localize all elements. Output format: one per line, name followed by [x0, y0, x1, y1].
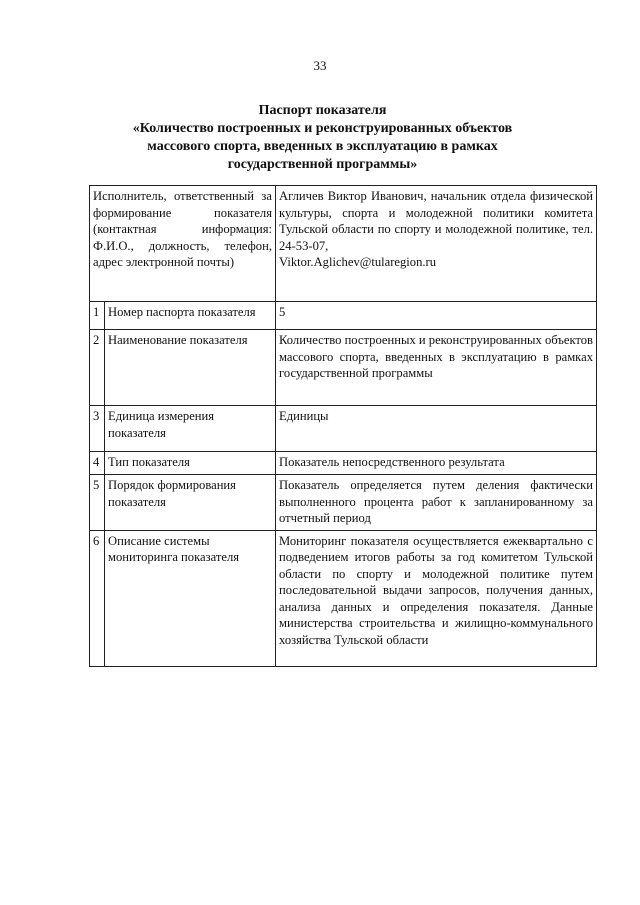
title-line-2: «Количество построенных и реконструированных объектов	[132, 121, 513, 136]
row-value: 5	[276, 302, 597, 330]
row-number: 5	[90, 475, 105, 531]
table-row	[90, 302, 597, 330]
row-number: 1	[90, 302, 105, 330]
table-row	[90, 330, 597, 406]
row-value: Показатель непосредственного результата	[276, 452, 597, 475]
title-line-1: Паспорт показателя	[258, 103, 387, 118]
row-name: Тип показателя	[105, 452, 276, 475]
document-title	[95, 102, 550, 174]
row-name: Единица измерения показателя	[105, 406, 276, 452]
table-row-executor	[90, 186, 597, 302]
row-name: Наименование показателя	[105, 330, 276, 406]
row-name: Описание системы мониторинга показателя	[105, 530, 276, 666]
row-number: 4	[90, 452, 105, 475]
row-name: Номер паспорта показателя	[105, 302, 276, 330]
title-line-4: государственной программы»	[227, 157, 418, 172]
table-row	[90, 406, 597, 452]
executor-contact-text: Агличев Виктор Иванович, начальник отдела физической культуры, спорта и молодежной политики комитета Тульской области по спорту и молодежной политике, тел. 24-53-07,	[279, 189, 593, 253]
table-row	[90, 530, 597, 666]
executor-label-cell: Исполнитель, ответственный за формирование показателя (контактная информация: Ф.И.О., должность, телефон, адрес электронной почты)	[90, 186, 276, 302]
indicator-passport-table	[89, 185, 597, 667]
row-name: Порядок формирования показателя	[105, 475, 276, 531]
table-row	[90, 475, 597, 531]
table-row	[90, 452, 597, 475]
title-line-3: массового спорта, введенных в эксплуатацию в рамках	[147, 139, 498, 154]
executor-email: Viktor.Aglichev@tularegion.ru	[279, 255, 437, 269]
page-number: 33	[313, 58, 327, 73]
row-number: 6	[90, 530, 105, 666]
row-value: Количество построенных и реконструированных объектов массового спорта, введенных в эксплуатацию в рамках государственной программы	[276, 330, 597, 406]
row-value: Мониторинг показателя осуществляется ежеквартально с подведением итогов работы за год комитетом Тульской области по спорту и молодежной политике путем последовательной выдачи запросов, получения данных, анализа данных и определения показателя. Данные министерства строительства и жилищно-коммунального хозяйства Тульской области	[276, 530, 597, 666]
row-value: Единицы	[276, 406, 597, 452]
row-number: 3	[90, 406, 105, 452]
row-number: 2	[90, 330, 105, 406]
row-value: Показатель определяется путем деления фактически выполненного процента работ к запланированному за отчетный период	[276, 475, 597, 531]
executor-value-cell	[276, 186, 597, 302]
